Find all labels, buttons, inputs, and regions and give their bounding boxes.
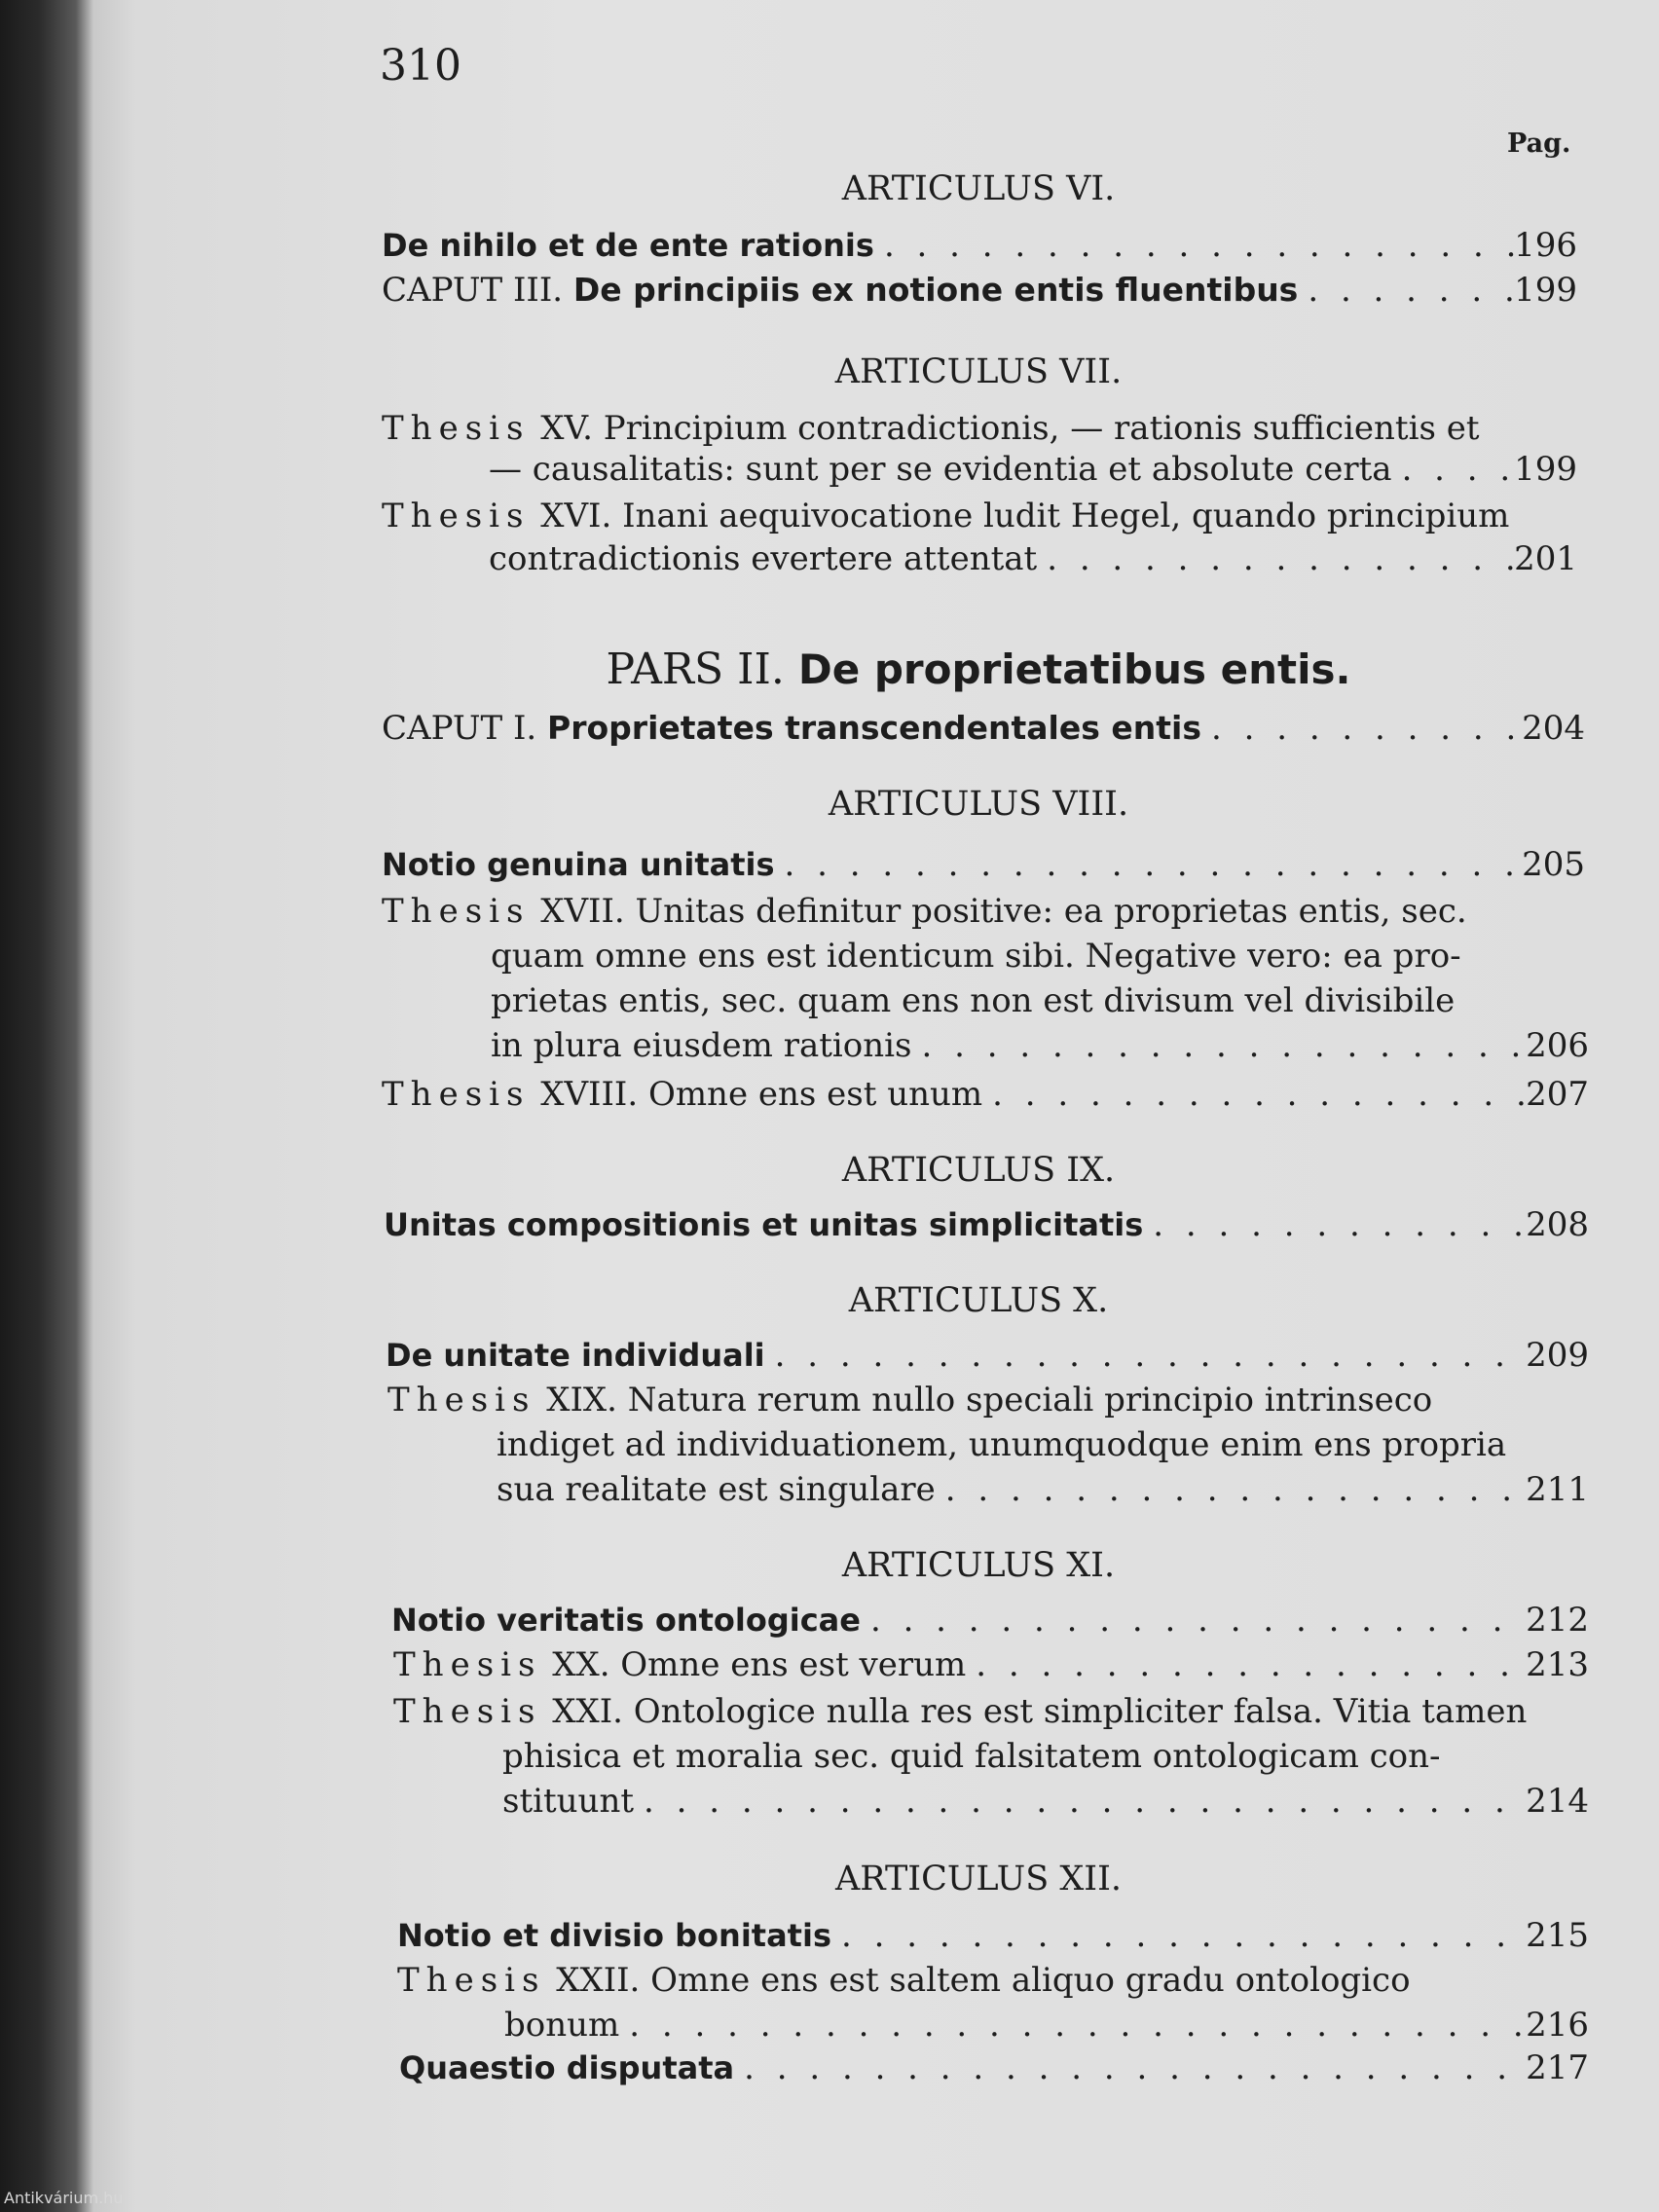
page-number: 310: [380, 41, 461, 91]
leader-dots: [734, 2048, 1526, 2087]
toc-entry-title: Quaestio disputata: [399, 2049, 735, 2086]
thesis-label: Thesis: [397, 1961, 546, 2000]
toc-entry: Thesis XX. Omne ens est verum . . . 213: [393, 1645, 1589, 1692]
page-ref: 204: [1522, 709, 1585, 748]
thesis-line: Thesis XV. Principium contradictionis, — rationis sufficientis et: [382, 409, 1480, 448]
pars-label: PARS II.: [606, 645, 785, 694]
thesis-label: Thesis: [393, 1692, 542, 1731]
thesis-line: Thesis XXII. Omne ens est saltem aliquo gradu ontologico: [397, 1961, 1411, 2000]
leader-dots: [1143, 1205, 1526, 1244]
pars-title: De proprietatibus entis.: [797, 645, 1351, 693]
toc-entry: [391, 1601, 1589, 1647]
leader-dots: [1037, 539, 1514, 578]
toc-entry: [384, 1205, 1589, 1252]
leader-dots: [765, 1336, 1526, 1375]
thesis-line: Thesis XIX. Natura rerum nullo speciali principio intrinseco: [387, 1381, 1433, 1419]
toc-entry: in plura eiusdem rationis . . . 206: [491, 1026, 1589, 1073]
thesis-line: phisica et moralia sec. quid falsitatem ontologicam con-: [502, 1737, 1441, 1776]
thesis-label: Thesis: [393, 1645, 542, 1684]
thesis-label: Thesis: [382, 497, 531, 535]
pars-heading: [380, 645, 1577, 694]
toc-entry: [382, 845, 1585, 892]
toc-entry: stituunt . . . 214: [502, 1782, 1589, 1828]
toc-entry-title: De unitate individuali: [386, 1337, 765, 1374]
leader-dots: [936, 1470, 1526, 1509]
page-ref: 196: [1514, 226, 1577, 265]
page-ref: 199: [1514, 271, 1577, 310]
page-ref: 213: [1526, 1645, 1589, 1684]
thesis-label: Thesis: [382, 409, 531, 448]
toc-entry: bonum . . . 216: [504, 2006, 1589, 2052]
leader-dots: [619, 2006, 1526, 2045]
thesis-label: Thesis: [382, 1075, 531, 1114]
thesis-line: indiget ad individuationem, unumquodque enim ens propria: [497, 1425, 1507, 1464]
leader-dots: [1201, 709, 1522, 748]
page-ref: 199: [1514, 450, 1577, 489]
page-ref: 211: [1526, 1470, 1589, 1509]
page-ref: 214: [1526, 1782, 1589, 1821]
articulus-heading: ARTICULUS XI.: [841, 1546, 1116, 1585]
leader-dots: [775, 845, 1523, 884]
toc-entry: [399, 2048, 1589, 2095]
articulus-heading: ARTICULUS VII.: [834, 352, 1123, 391]
articulus-heading: ARTICULUS VIII.: [828, 785, 1129, 824]
toc-entry: sua realitate est singulare . . . 211: [497, 1470, 1589, 1517]
thesis-label: Thesis: [387, 1381, 536, 1419]
articulus-heading: ARTICULUS IX.: [841, 1151, 1116, 1190]
toc-entry: Thesis XVIII. Omne ens est unum . . . 207: [382, 1075, 1589, 1122]
leader-dots: [831, 1916, 1526, 1955]
toc-entry: [382, 271, 1577, 317]
leader-dots: [982, 1075, 1526, 1114]
thesis-line: prietas entis, sec. quam ens non est divisum vel divisibile: [491, 981, 1456, 1020]
leader-dots: [861, 1601, 1526, 1640]
leader-dots: [1392, 450, 1515, 489]
leader-dots: [911, 1026, 1526, 1065]
caput-label: CAPUT III.: [382, 271, 564, 310]
leader-dots: [634, 1782, 1526, 1821]
leader-dots: [966, 1645, 1526, 1684]
page-ref: 206: [1526, 1026, 1589, 1065]
page-ref: 217: [1526, 2048, 1589, 2087]
articulus-heading: ARTICULUS X.: [848, 1281, 1109, 1320]
toc-entry-title: De nihilo et de ente rationis: [382, 227, 874, 264]
pag-column-label: Pag.: [1507, 129, 1571, 159]
watermark: Antikvárium.hu: [4, 2189, 124, 2207]
toc-entry-title: Notio veritatis ontologicae: [391, 1602, 861, 1639]
page-ref: 205: [1522, 845, 1585, 884]
page-ref: 201: [1514, 539, 1577, 578]
caput-title: De principiis ex notione entis fluentibus: [572, 271, 1299, 309]
toc-entry-title: Notio et divisio bonitatis: [397, 1917, 831, 1954]
thesis-line: Thesis XXI. Ontologice nulla res est simpliciter falsa. Vitia tamen: [393, 1692, 1528, 1731]
thesis-label: Thesis: [382, 892, 531, 931]
caput-title: Proprietates transcendentales entis: [547, 709, 1201, 747]
leader-dots: [1298, 271, 1514, 310]
page-ref: 208: [1526, 1205, 1589, 1244]
page-ref: 212: [1526, 1601, 1589, 1640]
articulus-heading: ARTICULUS VI.: [841, 169, 1116, 208]
page-ref: 207: [1526, 1075, 1589, 1114]
thesis-line: Thesis XVII. Unitas definitur positive: ea proprietas entis, sec.: [382, 892, 1467, 931]
leader-dots: [874, 226, 1514, 265]
toc-entry-title: Notio genuina unitatis: [382, 846, 775, 883]
toc-entry: [382, 226, 1577, 273]
caput-label: CAPUT I.: [382, 709, 537, 748]
toc-entry: [382, 709, 1585, 756]
page-ref: 215: [1526, 1916, 1589, 1955]
articulus-heading: ARTICULUS XII.: [834, 1860, 1123, 1899]
toc-entry-title: Unitas compositionis et unitas simplicitatis: [384, 1206, 1144, 1243]
toc-entry: [386, 1336, 1589, 1382]
toc-entry: — causalitatis: sunt per se evidentia et absolute certa . . . 199: [489, 450, 1577, 497]
page-ref: 209: [1526, 1336, 1589, 1375]
toc-entry: [397, 1916, 1589, 1963]
thesis-line: Thesis XVI. Inani aequivocatione ludit Hegel, quando principium: [382, 497, 1510, 535]
thesis-line: quam omne ens est identicum sibi. Negative vero: ea pro-: [491, 937, 1461, 976]
toc-entry: contradictionis evertere attentat . . . 201: [489, 539, 1577, 586]
page-ref: 216: [1526, 2006, 1589, 2045]
